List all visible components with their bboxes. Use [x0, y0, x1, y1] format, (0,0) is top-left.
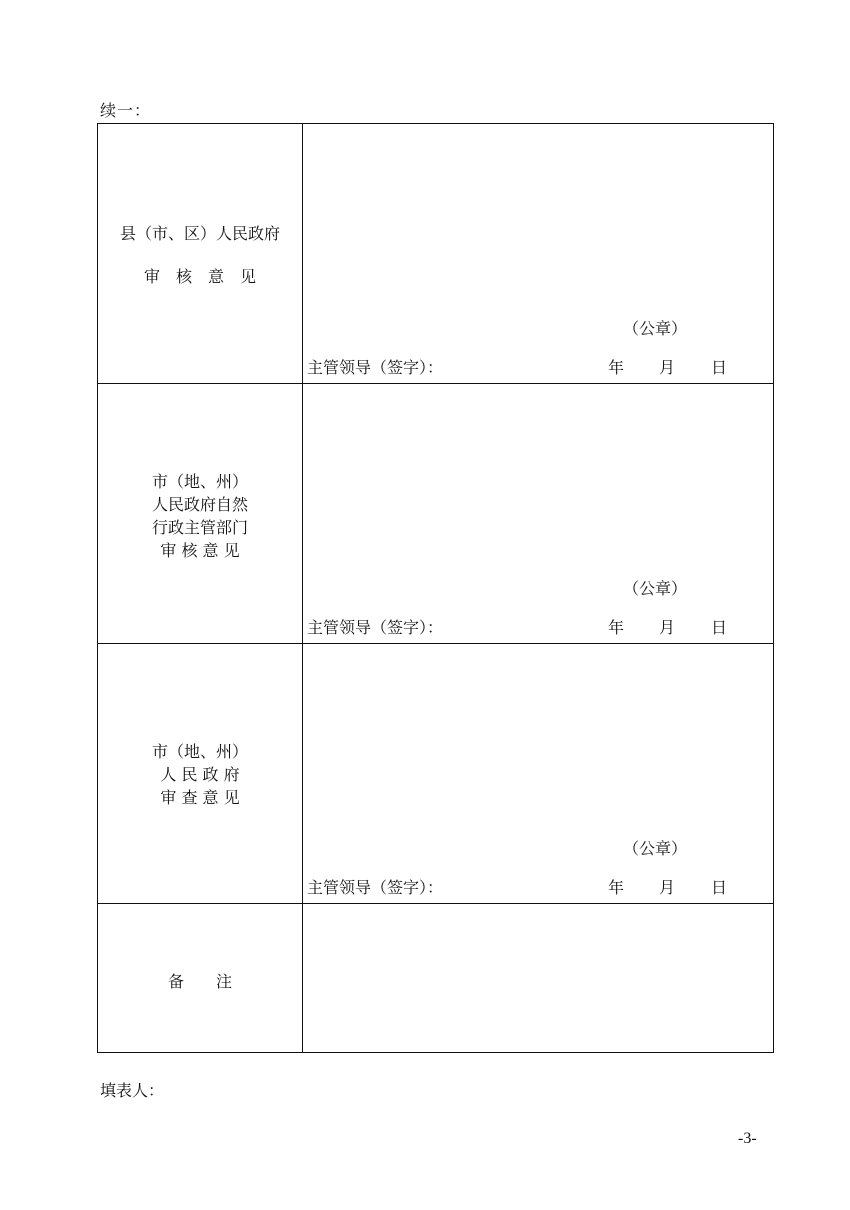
row-label-line: 人 民 政 府 — [160, 765, 240, 784]
row-label-line: 审 核 意 见 — [160, 541, 240, 560]
continuation-label: 续一： — [100, 101, 152, 120]
official-seal-label: （公章） — [623, 839, 688, 858]
prefecture-gov-review-row — [98, 644, 773, 904]
date-day-label: 日 — [711, 618, 728, 637]
date-day-label: 日 — [711, 358, 728, 377]
county-review-label-cell — [98, 124, 303, 383]
page-number: -3- — [738, 1130, 757, 1147]
prefecture-dept-label-cell — [98, 384, 303, 643]
prefecture-dept-opinion-cell[interactable] — [303, 384, 773, 643]
leader-signature-label: 主管领导（签字）： — [307, 878, 444, 897]
date-month-label: 月 — [659, 358, 676, 377]
row-label-line: 行政主管部门 — [151, 518, 248, 537]
date-year-label: 年 — [608, 878, 625, 897]
prefecture-gov-label-cell — [98, 644, 303, 903]
form-filler-label: 填表人： — [100, 1081, 165, 1100]
county-review-row — [98, 124, 773, 384]
official-seal-label: （公章） — [623, 319, 688, 338]
date-day-label: 日 — [711, 878, 728, 897]
remarks-row — [98, 904, 773, 1052]
row-label-line: 市（地、州） — [151, 472, 248, 491]
review-form-table — [97, 123, 774, 1053]
date-year-label: 年 — [608, 358, 625, 377]
date-year-label: 年 — [608, 618, 625, 637]
leader-signature-label: 主管领导（签字）： — [307, 618, 444, 637]
row-label-line: 审 查 意 见 — [160, 788, 240, 807]
remarks-content-cell[interactable] — [303, 904, 773, 1052]
leader-signature-label: 主管领导（签字）： — [307, 358, 444, 377]
official-seal-label: （公章） — [623, 579, 688, 598]
row-label-line: 市（地、州） — [151, 742, 248, 761]
date-month-label: 月 — [659, 878, 676, 897]
county-review-opinion-cell[interactable] — [303, 124, 773, 383]
row-label-line: 审 核 意 见 — [143, 267, 256, 286]
remarks-label: 备 注 — [167, 972, 232, 991]
prefecture-dept-review-row — [98, 384, 773, 644]
remarks-label-cell — [98, 904, 303, 1052]
date-month-label: 月 — [659, 618, 676, 637]
prefecture-gov-opinion-cell[interactable] — [303, 644, 773, 903]
row-label-line: 县（市、区）人民政府 — [119, 224, 280, 243]
row-label-line: 人民政府自然 — [151, 495, 248, 514]
